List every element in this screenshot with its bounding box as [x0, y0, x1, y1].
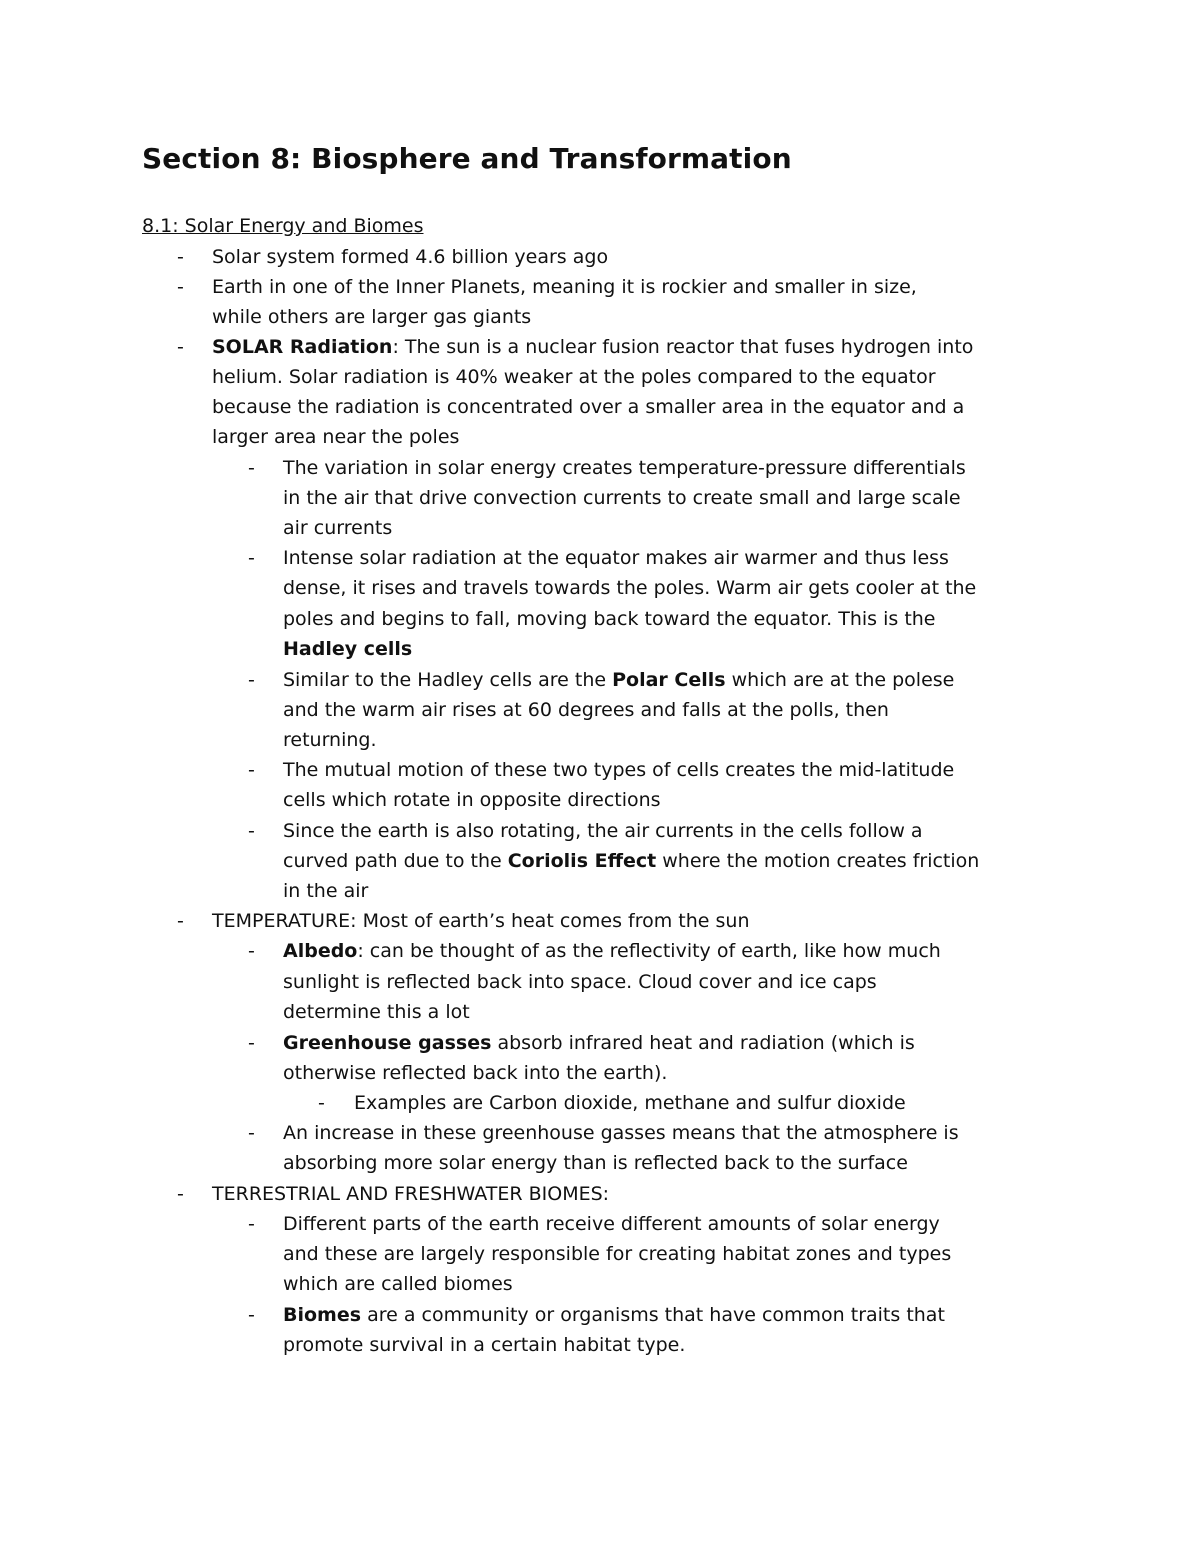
list-item: An increase in these greenhouse gasses means that the atmosphere is: [283, 1122, 959, 1144]
bullet-dash: -: [248, 1032, 255, 1054]
list-item: The mutual motion of these two types of cells creates the mid-latitude: [283, 759, 955, 781]
list-item: TERRESTRIAL AND FRESHWATER BIOMES:: [212, 1183, 610, 1205]
list-item-continuation: otherwise reflected back into the earth).: [283, 1062, 668, 1084]
list-item-continuation: [283, 634, 412, 664]
list-item: Earth in one of the Inner Planets, meaning it is rockier and smaller in size,: [212, 276, 917, 298]
list-item-continuation: sunlight is reflected back into space. Cloud cover and ice caps: [283, 971, 877, 993]
bullet-dash: -: [248, 1213, 255, 1235]
bullet-dash: -: [248, 547, 255, 569]
bullet-dash: -: [318, 1092, 325, 1114]
list-item-continuation: in the air that drive convection currents to create small and large scale: [283, 487, 961, 509]
bullet-dash: -: [177, 246, 184, 268]
list-item: Albedo: can be thought of as the reflectivity of earth, like how much: [283, 940, 941, 962]
list-item-continuation: determine this a lot: [283, 1001, 470, 1023]
list-item-continuation: cells which rotate in opposite directions: [283, 789, 661, 811]
term-polar-cells: Polar Cells: [612, 669, 726, 691]
section-subheading: 8.1: Solar Energy and Biomes: [142, 215, 424, 237]
bullet-dash: -: [248, 940, 255, 962]
bullet-dash: -: [177, 336, 184, 358]
bullet-dash: -: [177, 1183, 184, 1205]
bullet-dash: -: [248, 457, 255, 479]
list-item-continuation: absorbing more solar energy than is reflected back to the surface: [283, 1152, 908, 1174]
list-item: Biomes are a community or organisms that have common traits that: [283, 1304, 945, 1326]
list-item-continuation: which are called biomes: [283, 1273, 513, 1295]
list-item-continuation: while others are larger gas giants: [212, 306, 532, 328]
list-item-continuation: air currents: [283, 517, 393, 539]
bullet-dash: -: [177, 910, 184, 932]
list-item-continuation: because the radiation is concentrated over a smaller area in the equator and a: [212, 396, 965, 418]
bullet-dash: -: [248, 669, 255, 691]
list-item-continuation: curved path due to the Coriolis Effect where the motion creates friction: [283, 850, 980, 872]
list-item: TEMPERATURE: Most of earth’s heat comes from the sun: [212, 910, 750, 932]
list-item: Greenhouse gasses absorb infrared heat and radiation (which is: [283, 1032, 915, 1054]
list-item: The variation in solar energy creates temperature-pressure differentials: [283, 457, 966, 479]
list-item-continuation: promote survival in a certain habitat type.: [283, 1334, 686, 1356]
list-item: Similar to the Hadley cells are the Polar Cells which are at the polese: [283, 669, 955, 691]
list-item: Since the earth is also rotating, the air currents in the cells follow a: [283, 820, 923, 842]
list-item-continuation: dense, it rises and travels towards the poles. Warm air gets cooler at the: [283, 577, 977, 599]
term-albedo: Albedo: [283, 940, 358, 962]
bullet-dash: -: [248, 1304, 255, 1326]
bullet-dash: -: [248, 1122, 255, 1144]
list-item: Intense solar radiation at the equator makes air warmer and thus less: [283, 547, 949, 569]
list-item-continuation: and the warm air rises at 60 degrees and falls at the polls, then: [283, 699, 889, 721]
term-coriolis-effect: Coriolis Effect: [507, 850, 657, 872]
page-title: Section 8: Biosphere and Transformation: [142, 142, 792, 175]
term-biomes: Biomes: [283, 1304, 362, 1326]
list-item-continuation: helium. Solar radiation is 40% weaker at the poles compared to the equator: [212, 366, 936, 388]
list-item-continuation: and these are largely responsible for creating habitat zones and types: [283, 1243, 952, 1265]
list-item-continuation: poles and begins to fall, moving back toward the equator. This is the: [283, 608, 936, 630]
list-item-continuation: in the air: [283, 880, 369, 902]
bullet-dash: -: [248, 820, 255, 842]
bullet-dash: -: [177, 276, 184, 298]
term-solar-radiation: SOLAR Radiation: [212, 336, 393, 358]
list-item: Different parts of the earth receive different amounts of solar energy: [283, 1213, 940, 1235]
term-hadley-cells: Hadley cells: [283, 638, 413, 660]
list-item-continuation: returning.: [283, 729, 377, 751]
list-item: SOLAR Radiation: The sun is a nuclear fusion reactor that fuses hydrogen into: [212, 336, 974, 358]
list-item: Solar system formed 4.6 billion years ago: [212, 246, 609, 268]
term-greenhouse-gasses: Greenhouse gasses: [283, 1032, 492, 1054]
bullet-dash: -: [248, 759, 255, 781]
list-item-continuation: larger area near the poles: [212, 426, 460, 448]
list-item: Examples are Carbon dioxide, methane and sulfur dioxide: [354, 1092, 906, 1114]
